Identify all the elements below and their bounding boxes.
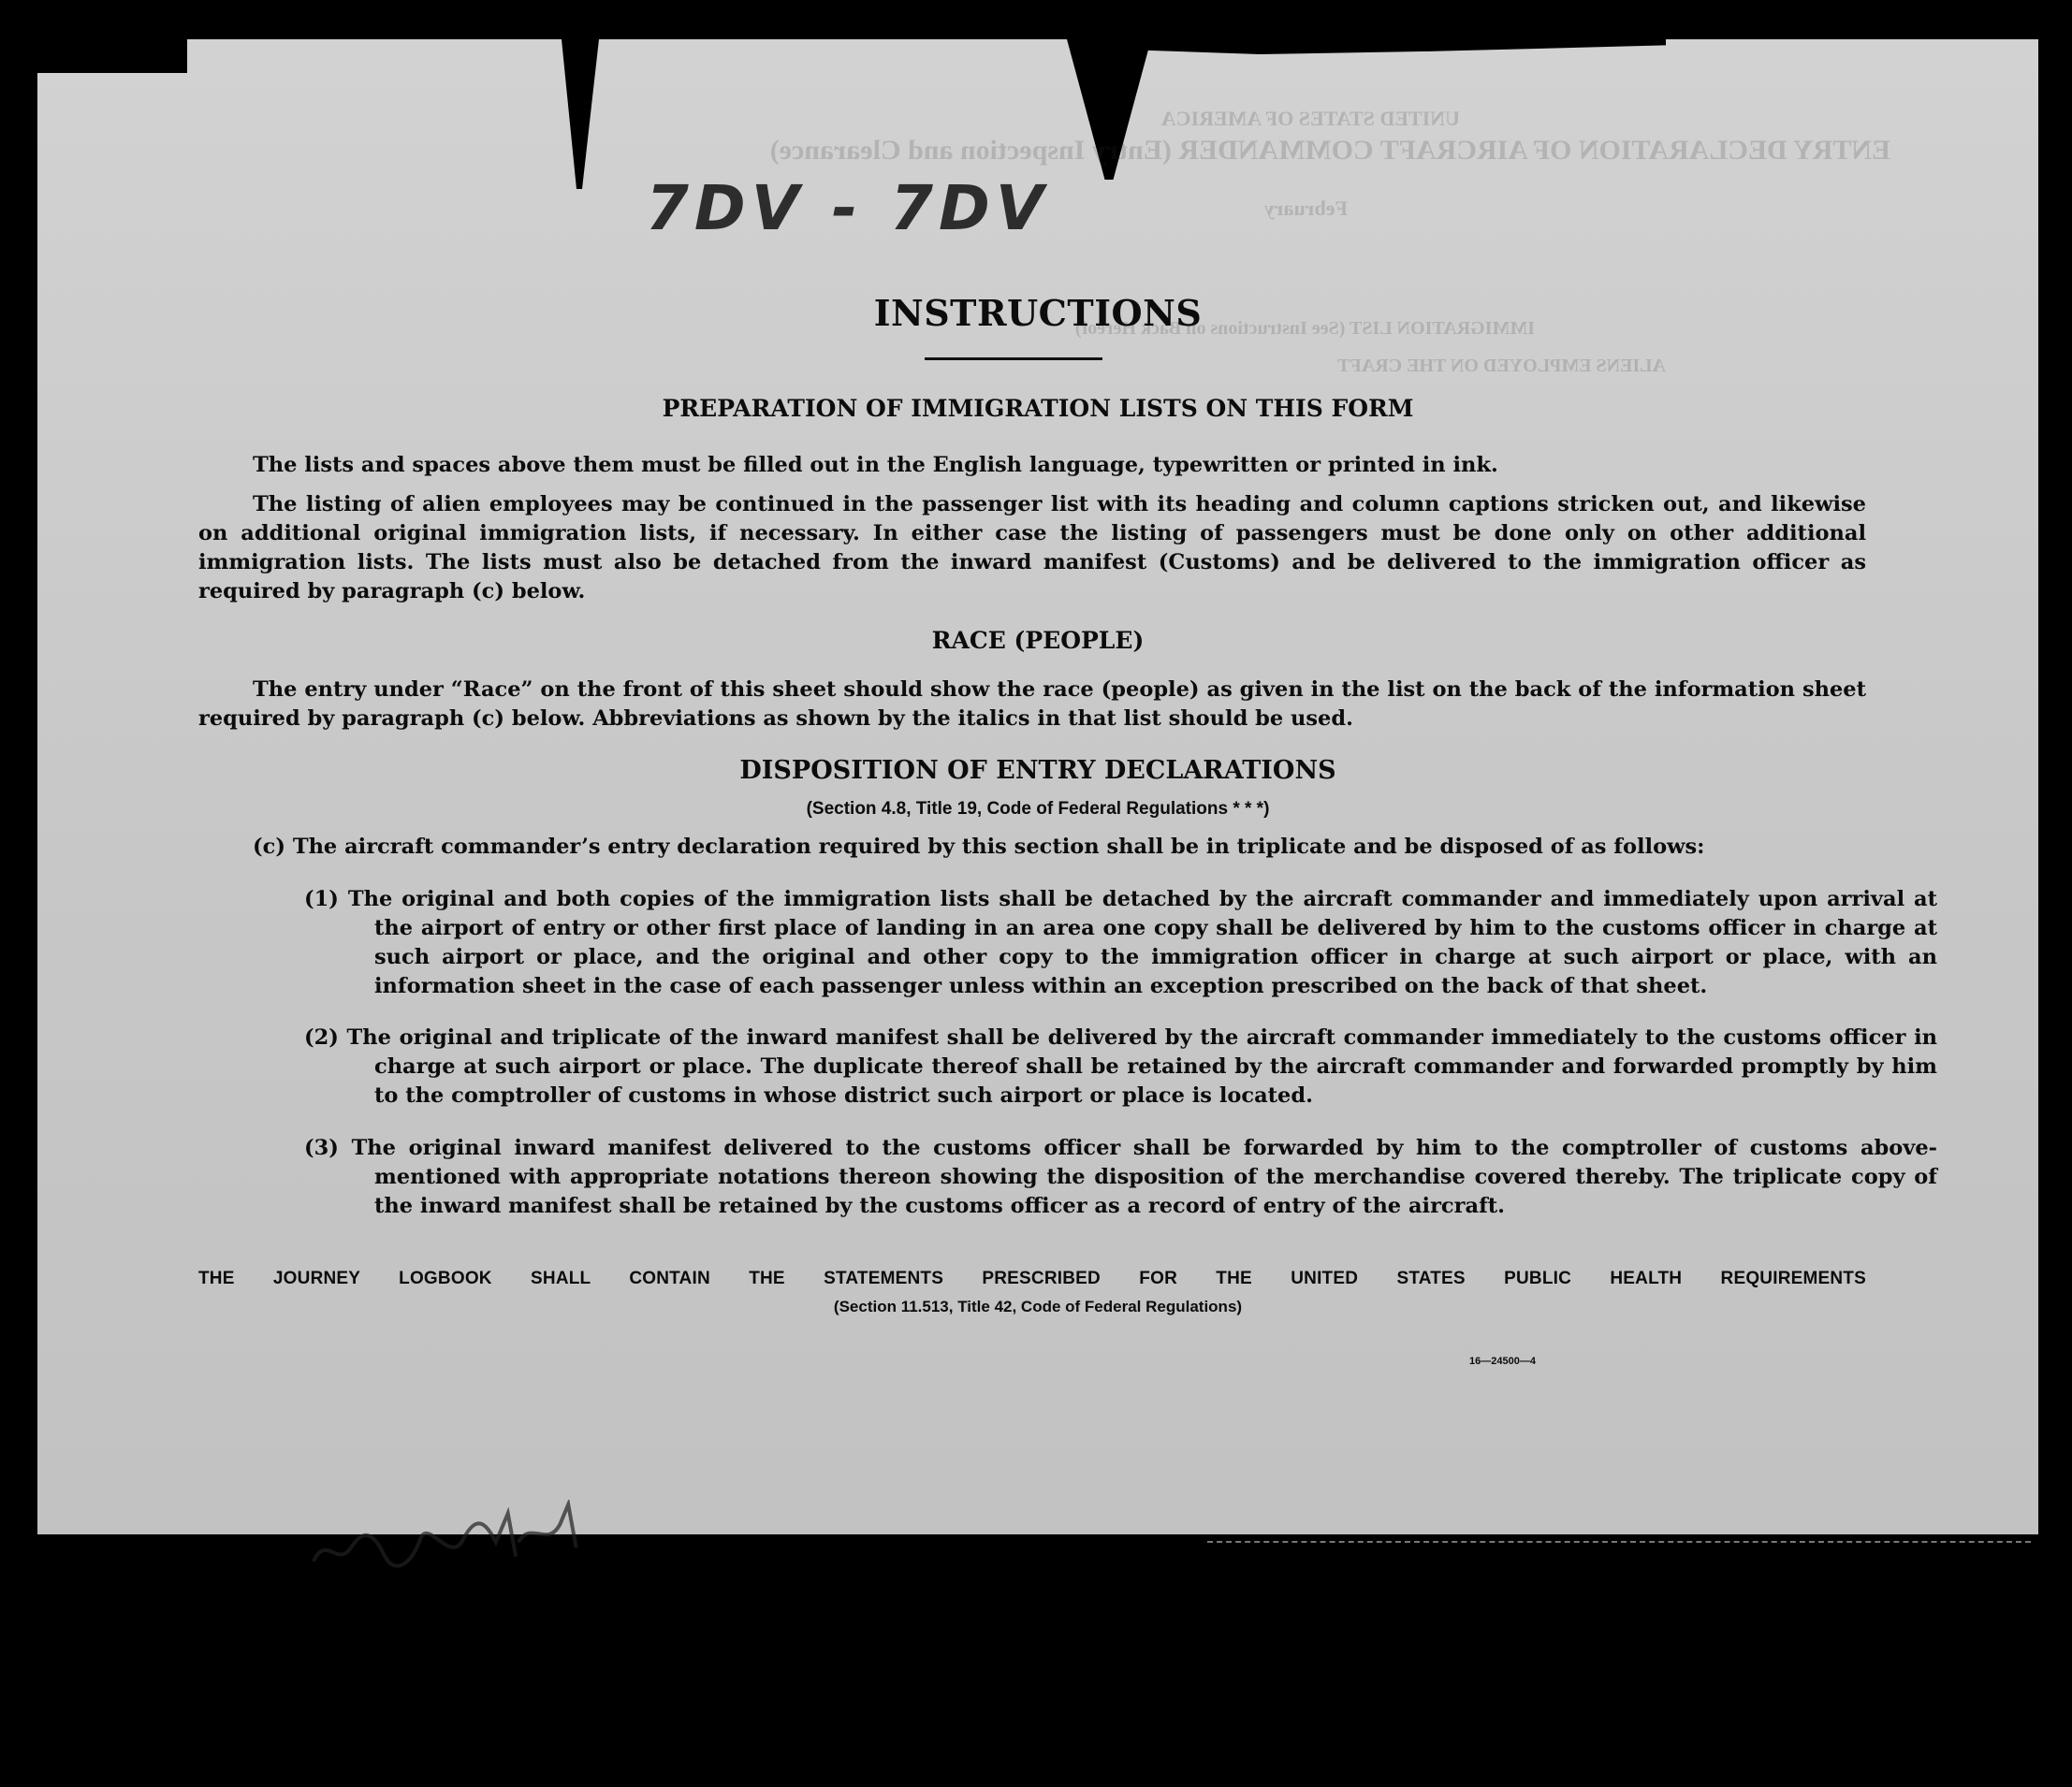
list-item: (1) The original and both copies of the immigration lists shall be detached by the aircraft commander and immediately upon arrival at the airport of entry or other first place of landing in an area one copy shall be delivered by him to the customs officer in charge at such airport or place, and the original and other copy to the immigration officer in charge at such airport or place, with an information sheet in the case of each passenger unless within an exception prescribed on the back of that sheet. [304,887,1937,998]
ghost-line: February [1263,196,1348,220]
paragraph: The entry under “Race” on the front of this sheet should show the race (people) as given in the list on the back of the information sheet required by paragraph (c) below. Abbreviations as shown by the italics in that list should be used. [198,677,1866,731]
paragraph: The listing of alien employees may be continued in the passenger list with its heading and column captions stricken out, and likewise on additional original immigration lists, if necessary. In either case the listing of passengers must be done only on other additional immigration lists. The lists must also be detached from the inward manifest (Customs) and be delivered to the immigration officer as required by paragraph (c) below. [198,492,1866,603]
paragraph: The lists and spaces above them must be filled out in the English language, typewritten or printed in ink. [253,453,1498,477]
ghost-line: ALIENS EMPLOYED ON THE CRAFT [1337,356,1666,376]
section-citation: (Section 4.8, Title 19, Code of Federal Regulations * * *) [806,799,1270,819]
form-number: 16—24500—4 [1469,1356,1536,1367]
section-heading-disposition: DISPOSITION OF ENTRY DECLARATIONS [739,756,1336,785]
list-item: (2) The original and triplicate of the inward manifest shall be delivered by the aircraft commander immediately to the customs officer in charge at such airport or place. The duplicate thereof shall be retained by the aircraft commander and forwarded promptly by him to the comptroller of customs in whose district such airport or place is located. [304,1025,1937,1108]
page-title: INSTRUCTIONS [873,292,1203,334]
ghost-line: UNITED STATES OF AMERICA [1160,107,1460,130]
footer-statement: THE JOURNEY LOGBOOK SHALL CONTAIN THE STATEMENTS PRESCRIBED FOR THE UNITED STATES PUBLIC HEALTH REQUIREMENTS [198,1269,1866,1288]
ghost-line: IMMIGRATION LIST (See Instructions on Back Hereof) [1074,318,1535,339]
paragraph: (c) The aircraft commander’s entry declaration required by this section shall be in triplicate and be disposed of as follows: [253,835,1705,859]
handwritten-mark: 7DV - 7DV [646,172,1049,244]
section-heading-race: RACE (PEOPLE) [931,627,1145,654]
footer-citation: (Section 11.513, Title 42, Code of Federal Regulations) [833,1298,1243,1315]
perforation-line [1207,1541,2031,1543]
ghost-line: ENTRY DECLARATION OF AIRCRAFT COMMANDER (Entry Inspection and Clearance) [769,135,1890,166]
list-item: (3) The original inward manifest delivered to the customs officer shall be forwarded by him to the comptroller of customs above-mentioned with appropriate notations thereon showing the disposition of the merchandise covered thereby. The triplicate copy of the inward manifest shall be retained by the customs officer as a record of entry of the aircraft. [304,1136,1937,1218]
title-underline [925,357,1102,360]
document-sheet [37,39,2038,1534]
section-heading-preparation: PREPARATION OF IMMIGRATION LISTS ON THIS FORM [662,395,1414,422]
